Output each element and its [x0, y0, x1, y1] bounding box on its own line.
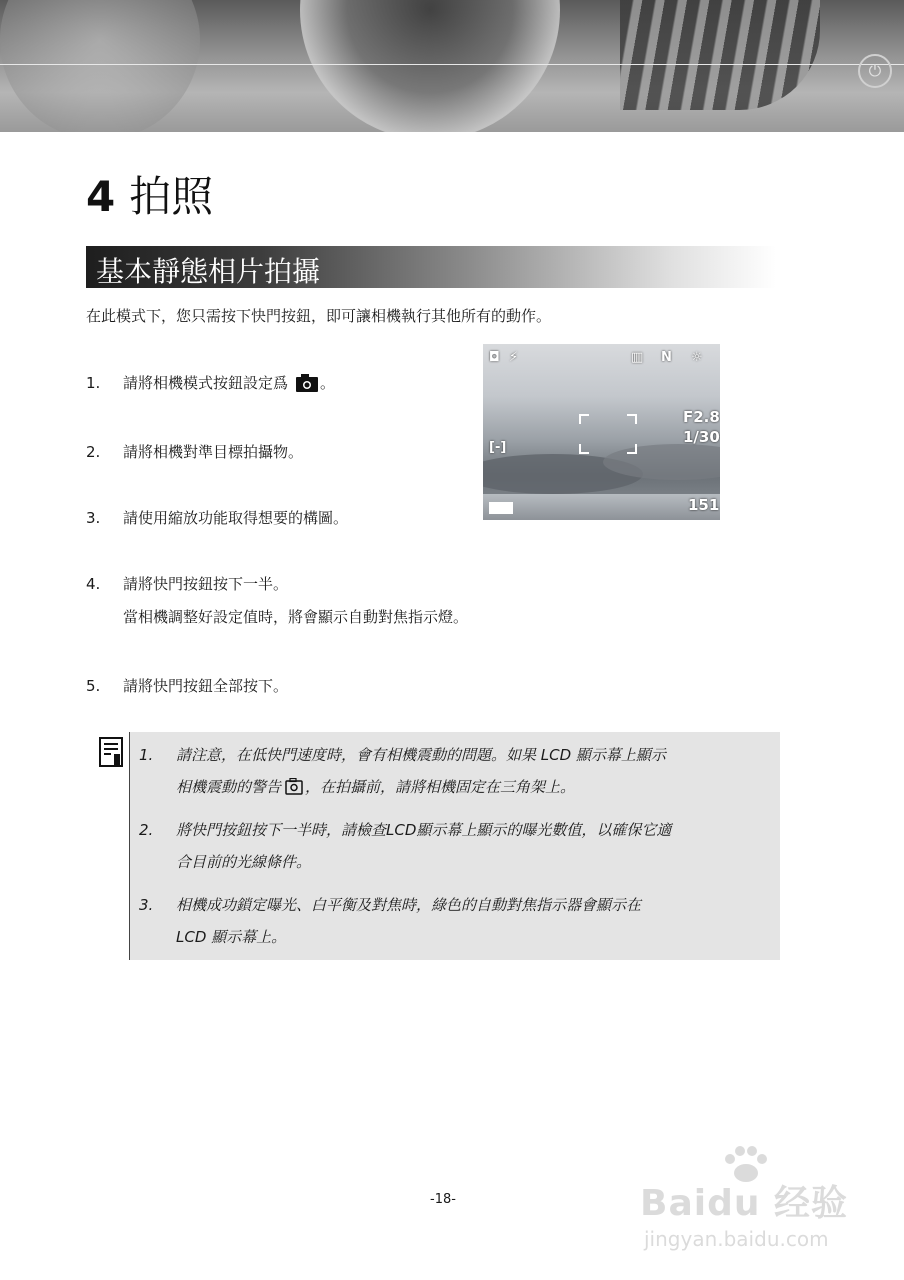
- watermark-url: jingyan.baidu.com: [644, 1227, 829, 1251]
- note-item: [139, 814, 769, 878]
- lcd-sea: [483, 494, 720, 520]
- white-balance-icon: ☼: [691, 350, 703, 365]
- camera-shake-icon: [285, 774, 303, 806]
- section-title: 基本靜態相片拍攝: [96, 255, 321, 288]
- battery-icon: [489, 502, 513, 514]
- resolution-icon: ▥: [631, 350, 644, 365]
- camera-mode-icon: ◘: [489, 350, 500, 365]
- note-icon: [99, 737, 125, 773]
- note-item: [139, 889, 769, 953]
- af-frame-icon: [-]: [489, 440, 507, 455]
- step-item: [86, 675, 288, 696]
- note-text: 相機震動的警告: [176, 778, 282, 796]
- step-text: 請使用縮放功能取得想要的構圖。: [123, 509, 349, 527]
- af-bracket: [627, 444, 637, 454]
- af-bracket: [579, 444, 589, 454]
- camera-icon: [296, 374, 318, 392]
- note-text: LCD 顯示幕上。: [176, 928, 287, 946]
- lcd-shots-remaining: 151: [688, 496, 720, 514]
- step-text: 請將相機對準目標拍攝物。: [123, 443, 304, 461]
- flash-auto-icon: ⚡: [509, 350, 519, 365]
- section-heading-bar: [86, 246, 776, 288]
- step-text: 請將相機模式按鈕設定爲: [123, 374, 289, 392]
- lcd-shutter: 1/30: [683, 428, 720, 446]
- note-number: 1.: [139, 746, 154, 764]
- af-bracket: [627, 414, 637, 424]
- af-bracket: [579, 414, 589, 424]
- step-number: 2.: [86, 443, 101, 461]
- note-text: ，在拍攝前，請將相機固定在三角架上。: [305, 778, 576, 796]
- step-number: 4.: [86, 575, 101, 593]
- lcd-screen-image: [483, 344, 720, 520]
- note-number: 2.: [139, 821, 154, 839]
- chapter-number: 4: [86, 172, 116, 221]
- step-item: [86, 441, 303, 462]
- step-text: 請將快門按鈕全部按下。: [123, 677, 289, 695]
- note-item: [139, 739, 769, 806]
- header-lens-decoration: [300, 0, 560, 132]
- watermark-brand: Baidu 经验: [640, 1183, 849, 1224]
- note-text: 相機成功鎖定曝光、白平衡及對焦時，綠色的自動對焦指示器會顯示在: [176, 896, 642, 914]
- note-text: 合目前的光線條件。: [176, 853, 312, 871]
- chapter-title-text: 拍照: [129, 172, 214, 221]
- chapter-title: [86, 164, 213, 224]
- header-lens-decoration: [0, 0, 200, 132]
- step-number: 3.: [86, 509, 101, 527]
- step-number: 1.: [86, 374, 101, 392]
- note-number: 3.: [139, 896, 154, 914]
- step-item: [86, 573, 468, 627]
- power-icon: ⏻: [858, 54, 892, 88]
- step-text: 請將快門按鈕按下一半。: [123, 575, 289, 593]
- lcd-aperture: F2.8: [683, 408, 720, 426]
- step-text-suffix: 。: [320, 374, 336, 392]
- note-text: 請注意，在低快門速度時，會有相機震動的問題。如果 LCD 顯示幕上顯示: [176, 746, 666, 764]
- page-number: -18-: [430, 1192, 456, 1207]
- step-item: [86, 372, 335, 393]
- step-subtext: 當相機調整好設定值時，將會顯示自動對焦指示燈。: [123, 608, 469, 626]
- baidu-watermark: [640, 1145, 850, 1255]
- note-text: 將快門按鈕按下一半時，請檢查LCD顯示幕上顯示的曝光數值，以確保它適: [176, 821, 672, 839]
- header-rule: [0, 64, 904, 65]
- quality-icon: N: [661, 350, 672, 365]
- header-camera-photo: [0, 0, 904, 132]
- step-number: 5.: [86, 677, 101, 695]
- header-grip-decoration: [620, 0, 820, 110]
- step-item: [86, 507, 348, 528]
- intro-paragraph: 在此模式下，您只需按下快門按鈕，即可讓相機執行其他所有的動作。: [86, 307, 552, 325]
